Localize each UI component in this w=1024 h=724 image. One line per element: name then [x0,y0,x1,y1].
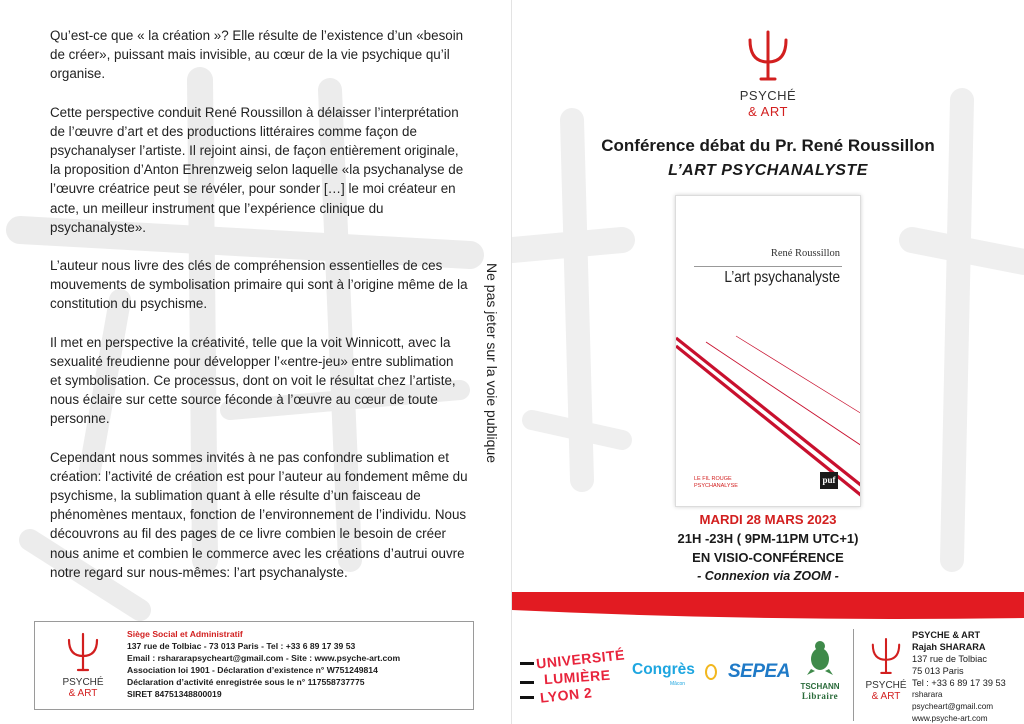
right-page [512,0,1024,724]
sponsor-area [512,625,1024,724]
vertical-notice-text: Ne pas jeter sur la voie publique [484,262,500,464]
ul2-word2: LUMIÈRE [543,666,611,688]
ul2-word1: UNIVERSITÉ [535,646,626,672]
publisher-logo: puf [820,472,838,489]
footer-logo-line1: PSYCHÉ [62,677,104,688]
footer-line: SIRET 84751348800019 [127,689,222,699]
sepea-logo: SEPEA [728,661,790,682]
congres-word: Congrès [632,661,695,678]
conference-subtitle: L’ART PSYCHANALYSTE [668,162,868,179]
tschann-subtitle: Libraire [801,691,839,701]
divider [853,629,854,721]
footer-heading: Siège Social et Administratif [127,629,243,639]
red-band [512,592,1024,622]
book-collection [694,476,738,489]
book-red-lines [676,196,861,507]
contact-email: rsharara psycheart@gmail.com [912,690,994,711]
footer-box [34,621,474,710]
brand-name-line1: PSYCHÉ [739,88,797,103]
bird-icon [805,639,835,675]
footer-line: 137 rue de Tolbiac - 73 013 Paris - Tel : +33 6 89 17 39 53 [127,641,356,651]
book-collection-line1: LE FIL ROUGE [694,476,732,482]
contact-logo [864,637,908,702]
event-time: 21H -23H ( 9PM-11PM UTC+1) [677,531,859,546]
tschann-logo [790,639,850,701]
contact-address2: 75 013 Paris [912,666,964,676]
microphone-icon [705,664,717,680]
paragraph: L’auteur nous livre des clés de compréhension essentielles de ces mouvements de symbolisation primaire qui sont à l’origine même de la constitution du psychisme. [50,258,468,312]
paragraph: Cette perspective conduit René Roussillon à délaisser l’interprétation de l’œuvre d’art et des productions littéraires comme façon de psychanalyser l’artiste. Il rejoint ainsi, de façon entièrement originale, la proposition d’Anton Ehrenzweig selon laquelle «la psychanalyse de l’œuvre créatrice peut se révéler, pour sonder […] le moi créateur en acte, un meilleur instrument que l’expérience clinique du psychanalyste». [50,104,464,235]
psi-icon [870,637,902,675]
contact-block [912,629,1024,724]
book-title: L’art psychanalyste [724,269,840,286]
contact-site: www.psyche-art.com [912,714,988,723]
footer-line: Email : rshararapsycheart@gmail.com - Site : www.psyche-art.com [127,653,401,663]
contact-phone: Tel : +33 6 89 17 39 53 [912,678,1006,688]
contact-logo-line1: PSYCHÉ [865,680,907,691]
conference-title: Conférence débat du Pr. René Roussillon [601,136,935,155]
brand-logo [728,30,808,119]
contact-address1: 137 rue de Tolbiac [912,654,987,664]
footer-line: Association loi 1901 - Déclaration d’existence n° W751249814 [127,665,378,675]
universite-lyon2-logo [520,646,630,706]
psi-icon [746,30,790,82]
book-collection-line2: PSYCHANALYSE [694,482,738,489]
footer-logo-line2: & ART [68,688,98,699]
contact-person: Rajah SHARARA [912,642,986,652]
congres-small: Mâcon [670,681,686,687]
footer-info [127,628,400,700]
brand-name-line2: & ART [748,104,788,119]
congres-logo [632,661,718,687]
contact-org: PSYCHE & ART [912,630,981,640]
tschann-name: TSCHANN [800,682,840,691]
event-date: MARDI 28 MARS 2023 [699,512,837,527]
footer-logo [55,632,111,699]
psi-icon [66,632,100,672]
event-connection: - Connexion via ZOOM - [697,569,839,583]
vertical-notice [480,258,504,468]
paragraph: Cependant nous sommes invités à ne pas confondre sublimation et création: l’activité de création est pour l’auteur au fondement même du psychisme, la sublimation quant à elle résulte d’un faisceau de phénomènes mentaux, fonction de l’environnement de l’individu. Nous découvrons au fil des pages de ce livre combien le besoin de créer nous anime et combien le commerce avec les créations d’autrui ouvre notre regard sur nous-mêmes: l’art psychanalyste. [50,449,468,580]
footer-line: Déclaration d’activité enregistrée sous le n° 117558737775 [127,677,365,687]
book-cover [675,195,861,507]
paragraph: Qu’est-ce que « la création »? Elle résulte de l’existence d’un «besoin de créer», puissant mais invisible, au cœur de la vie psychique qu’il organise. [50,28,464,82]
contact-logo-line2: & ART [871,691,901,702]
description-text [50,26,468,601]
event-mode: EN VISIO-CONFÉRENCE [692,550,844,565]
book-author: René Roussillon [770,248,840,259]
paragraph: Il met en perspective la créativité, telle que la voit Winnicott, avec la sexualité freudienne pour développer l’«entre-jeu» entre sublimation et symbolisation. Ce processus, dont on voit le résultat chez l’artiste, nous éclaire sur cette source féconde à l’œuvre au cœur de toute personne. [50,334,456,427]
ul2-word3: LYON 2 [539,684,593,706]
